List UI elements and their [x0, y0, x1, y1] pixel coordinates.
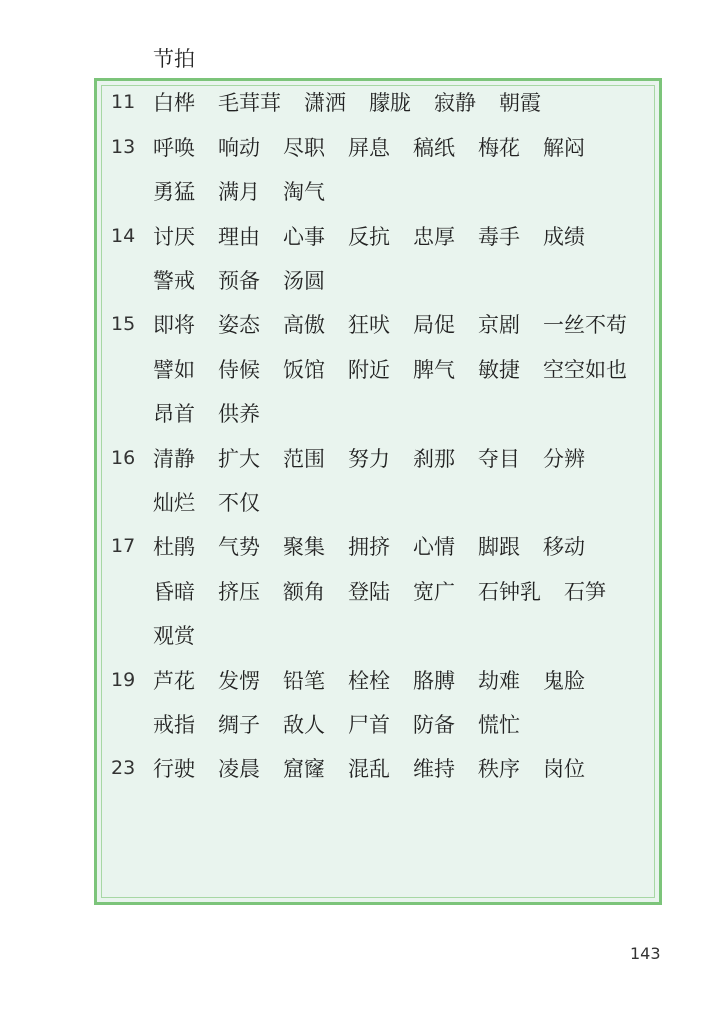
vocab-word: 凌晨: [218, 757, 260, 782]
vocab-word: 即将: [153, 313, 195, 338]
vocab-word: 毒手: [478, 224, 520, 249]
vocab-word: 呼唤: [153, 135, 195, 160]
vocab-word: 绸子: [218, 713, 260, 737]
vocab-word: 局促: [413, 313, 455, 338]
vocab-word: 发愣: [218, 668, 260, 693]
vocab-word: 观赏: [153, 624, 195, 649]
vocab-word: 秩序: [478, 757, 520, 782]
vocab-word: 拥挤: [348, 535, 390, 560]
vocab-word: 戒指: [153, 713, 195, 737]
vocab-word: 昂首: [153, 402, 195, 427]
vocab-word: 梅花: [478, 135, 520, 160]
vocab-word: 刹那: [413, 446, 455, 471]
vocab-word: 昏暗: [153, 579, 195, 604]
vocab-word: 寂静: [434, 91, 476, 116]
vocab-word: 额角: [283, 579, 325, 604]
vocab-word: 屏息: [348, 135, 390, 160]
vocab-word: 脚跟: [478, 535, 520, 560]
lesson-number: 23: [111, 757, 136, 780]
vocab-word: 敏捷: [478, 357, 520, 382]
vocab-word: 维持: [413, 757, 455, 782]
vocab-word: 灿烂: [153, 491, 195, 515]
vocab-word: 稿纸: [413, 135, 455, 160]
vocab-word: 勇猛: [153, 180, 195, 205]
vocab-word: 登陆: [348, 579, 390, 604]
vocab-word: 解闷: [543, 135, 585, 160]
vocab-word: 石钟乳: [478, 579, 541, 604]
word-group: [153, 132, 608, 162]
vocab-word: 劫难: [478, 668, 520, 693]
lesson-number: 19: [111, 668, 136, 691]
vocab-word: 宽广: [413, 579, 455, 604]
vocab-word: 挤压: [218, 579, 260, 604]
vocab-word: 朝霞: [499, 91, 541, 116]
word-group: [153, 531, 608, 561]
vocab-word: 清静: [153, 446, 195, 471]
word-group: [153, 443, 608, 473]
vocab-word: 姿态: [218, 313, 260, 338]
vocab-word: 一丝不苟: [543, 313, 627, 338]
word-group: [153, 43, 218, 73]
word-group: [153, 576, 629, 606]
vocab-word: 尸首: [348, 713, 390, 737]
vocab-word: 芦花: [153, 668, 195, 693]
word-group: [153, 709, 543, 739]
vocab-word: 行驶: [153, 757, 195, 782]
vocab-word: 混乱: [348, 757, 390, 782]
vocab-word: 淘气: [283, 180, 325, 205]
vocab-word: 反抗: [348, 224, 390, 249]
lesson-number: 14: [111, 224, 136, 247]
vocab-word: 胳膊: [413, 668, 455, 693]
vocab-word: 栓栓: [348, 668, 390, 693]
word-group: [153, 309, 650, 339]
vocab-word: 扩大: [218, 446, 260, 471]
vocab-word: 敌人: [283, 713, 325, 737]
vocab-word: 防备: [413, 713, 455, 737]
vocab-word: 杜鹃: [153, 535, 195, 560]
vocabulary-box: [94, 47, 662, 905]
vocab-word: 铅笔: [283, 668, 325, 693]
word-group: [153, 487, 283, 517]
vocab-word: 预备: [218, 269, 260, 293]
vocab-word: 狂吠: [348, 313, 390, 338]
vocab-word: 不仅: [218, 491, 260, 515]
vocab-word: 毛茸茸: [218, 91, 281, 116]
vocab-word: 脾气: [413, 357, 455, 382]
vocab-word: 气势: [218, 535, 260, 560]
word-group: [153, 665, 608, 695]
lesson-number: 17: [111, 535, 136, 558]
vocab-word: 白桦: [153, 91, 195, 116]
vocab-word: 范围: [283, 446, 325, 471]
vocab-word: 忠厚: [413, 224, 455, 249]
vocab-word: 石笋: [564, 579, 606, 604]
word-group: [153, 221, 608, 251]
word-group: [153, 87, 564, 117]
vocab-word: 讨厌: [153, 224, 195, 249]
vocab-word: 心情: [413, 535, 455, 560]
vocab-word: 潇洒: [304, 91, 346, 116]
word-group: [153, 265, 348, 295]
word-group: [153, 620, 218, 650]
vocab-word: 窟窿: [283, 757, 325, 782]
vocab-word: 高傲: [283, 313, 325, 338]
word-group: [153, 753, 608, 783]
vocab-word: 警戒: [153, 269, 195, 293]
vocab-word: 成绩: [543, 224, 585, 249]
vocab-word: 夺目: [478, 446, 520, 471]
lesson-number: 11: [111, 91, 136, 114]
vocab-word: 慌忙: [478, 713, 520, 737]
lesson-number: 13: [111, 135, 136, 158]
vocab-word: 空空如也: [543, 357, 627, 382]
vocab-word: 岗位: [543, 757, 585, 782]
vocab-word: 譬如: [153, 357, 195, 382]
vocab-word: 满月: [218, 180, 260, 205]
lesson-number: 15: [111, 313, 136, 336]
vocab-word: 移动: [543, 535, 585, 560]
vocab-word: 理由: [218, 224, 260, 249]
vocab-word: 分辨: [543, 446, 585, 471]
vocab-word: 聚集: [283, 535, 325, 560]
vocab-word: 饭馆: [283, 357, 325, 382]
word-group: [153, 354, 650, 384]
word-group: [153, 398, 283, 428]
word-group: [153, 176, 348, 206]
vocab-word: 附近: [348, 357, 390, 382]
vocab-word: 努力: [348, 446, 390, 471]
vocab-word: 心事: [283, 224, 325, 249]
vocab-word: 供养: [218, 402, 260, 427]
vocab-word: 京剧: [478, 313, 520, 338]
vocab-word: 汤圆: [283, 269, 325, 293]
vocab-word: 尽职: [283, 135, 325, 160]
vocab-word: 朦胧: [369, 91, 411, 116]
vocab-word: 响动: [218, 135, 260, 160]
page-number: 143: [630, 944, 661, 963]
lesson-number: 16: [111, 446, 136, 469]
vocab-word: 节拍: [153, 47, 195, 71]
vocab-word: 侍候: [218, 357, 260, 382]
vocab-word: 鬼脸: [543, 668, 585, 693]
